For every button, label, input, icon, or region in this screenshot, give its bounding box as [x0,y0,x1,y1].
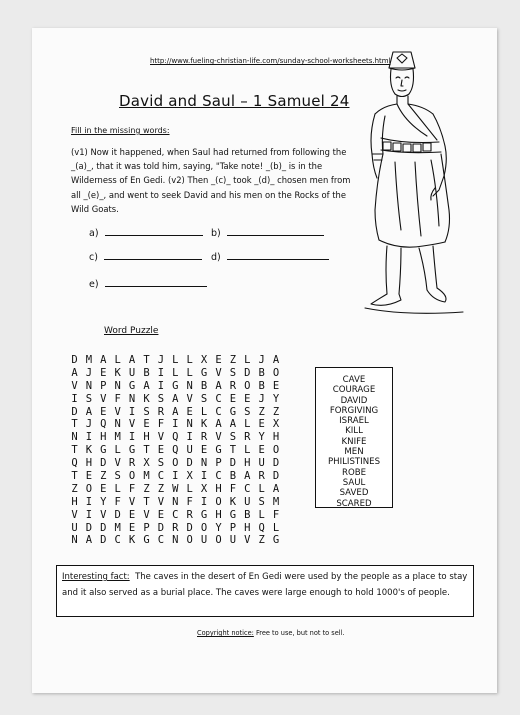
grid-letter[interactable]: I [172,418,179,431]
grid-letter[interactable]: H [100,431,107,444]
grid-letter[interactable]: E [85,470,93,483]
grid-letter[interactable]: S [258,495,265,508]
grid-letter[interactable]: A [85,534,93,547]
grid-letter[interactable]: L [114,444,121,457]
grid-letter[interactable]: T [71,444,78,457]
grid-letter[interactable]: R [186,508,193,521]
copyright-text: Free to use, but not to sell. [255,629,345,637]
grid-letter[interactable]: C [157,534,165,547]
grid-letter[interactable]: D [244,366,251,379]
grid-letter[interactable]: A [172,392,179,405]
blank-label: d) [211,252,221,263]
grid-letter[interactable]: L [186,354,193,366]
grid-letter[interactable]: K [229,495,237,508]
grid-letter[interactable]: N [186,418,193,431]
grid-letter[interactable]: H [244,521,251,534]
grid-letter[interactable]: S [229,366,237,379]
grid-letter[interactable]: U [128,366,136,379]
word-list-item: ROBE [341,467,367,478]
fact-text-block [62,570,468,601]
grid-letter[interactable]: K [128,534,136,547]
grid-letter[interactable]: G [215,444,222,457]
blank-label: b) [211,228,221,239]
grid-letter[interactable]: V [157,431,165,444]
grid-letter[interactable]: O [172,457,179,470]
grid-letter[interactable]: V [71,379,78,392]
grid-letter[interactable]: B [143,366,150,379]
grid-letter[interactable]: Z [71,482,78,495]
word-list-item: COURAGE [332,385,376,396]
grid-letter[interactable]: T [71,418,78,431]
grid-letter[interactable]: G [172,379,179,392]
grid-letter[interactable]: E [100,366,107,379]
grid-letter[interactable]: O [215,534,222,547]
grid-letter[interactable]: M [114,521,121,534]
grid-letter[interactable]: O [186,534,193,547]
grid-letter[interactable]: P [229,521,237,534]
grid-letter[interactable]: G [229,405,237,418]
grid-letter[interactable]: L [244,354,251,366]
grid-letter[interactable]: X [186,470,193,483]
soldier-illustration [345,50,475,320]
grid-letter[interactable]: V [186,392,193,405]
grid-letter[interactable]: A [172,405,179,418]
grid-letter[interactable]: B [258,366,265,379]
grid-letter[interactable]: F [128,482,136,495]
grid-letter[interactable]: F [114,495,121,508]
grid-letter[interactable]: U [258,457,265,470]
grid-letter[interactable]: S [85,392,93,405]
grid-letter[interactable]: A [215,418,222,431]
grid-letter[interactable]: N [186,379,193,392]
fact-label: Interesting fact: [62,572,130,582]
grid-letter[interactable]: L [172,354,179,366]
grid-letter[interactable]: X [272,418,280,431]
grid-letter[interactable]: I [128,405,136,418]
grid-letter[interactable]: B [258,379,265,392]
grid-letter[interactable]: N [172,534,179,547]
grid-letter[interactable]: L [244,418,251,431]
grid-letter[interactable]: I [200,470,208,483]
grid-letter[interactable]: R [157,405,165,418]
grid-letter[interactable]: T [71,470,78,483]
grid-letter[interactable]: K [85,444,93,457]
grid-letter[interactable]: N [172,495,179,508]
answer-line[interactable] [105,277,207,287]
grid-letter[interactable]: Q [100,418,107,431]
grid-letter[interactable]: A [229,418,237,431]
grid-letter[interactable]: R [258,470,265,483]
grid-letter[interactable]: D [186,457,193,470]
blank-c [89,250,202,263]
grid-letter[interactable]: D [157,521,165,534]
grid-letter[interactable]: F [229,482,237,495]
grid-letter[interactable]: A [100,354,107,366]
grid-letter[interactable]: V [128,495,136,508]
grid-letter[interactable]: D [229,457,237,470]
grid-letter[interactable]: A [244,470,251,483]
grid-letter[interactable]: H [215,482,222,495]
grid-letter[interactable]: E [128,508,136,521]
grid-letter[interactable]: E [100,482,107,495]
grid-letter[interactable]: U [71,521,78,534]
grid-letter[interactable]: S [143,405,150,418]
worksheet-title: David and Saul – 1 Samuel 24 [119,92,350,110]
grid-letter[interactable]: V [215,366,222,379]
grid-letter[interactable]: J [157,354,165,366]
grid-letter[interactable]: F [114,392,121,405]
grid-letter[interactable]: L [272,521,280,534]
grid-letter[interactable]: M [114,431,121,444]
grid-letter[interactable]: G [143,534,150,547]
grid-letter[interactable]: V [100,392,107,405]
grid-letter[interactable]: R [172,521,179,534]
fact-text: The caves in the desert of En Gedi were used by the people as a place to stay and it also served as a burial place. The caves were large enough to hold 1000's of people. [62,572,468,598]
grid-letter[interactable]: E [128,521,136,534]
grid-letter[interactable]: P [143,521,150,534]
grid-letter[interactable]: N [114,418,121,431]
grid-letter[interactable]: T [229,444,237,457]
grid-letter[interactable]: D [114,508,121,521]
grid-letter[interactable]: O [272,444,280,457]
grid-letter[interactable]: B [200,379,208,392]
blank-label: a) [89,228,99,239]
grid-letter[interactable]: I [85,508,93,521]
grid-letter[interactable]: Z [258,534,265,547]
answer-line[interactable] [105,226,203,236]
grid-letter[interactable]: V [215,431,222,444]
word-list-item: SAUL [342,477,366,488]
grid-letter[interactable]: C [114,534,121,547]
grid-letter[interactable]: H [272,431,280,444]
grid-letter[interactable]: L [186,482,193,495]
grid-letter[interactable]: M [272,495,280,508]
grid-letter[interactable]: F [157,418,165,431]
grid-letter[interactable]: I [157,366,165,379]
grid-letter[interactable]: B [229,470,237,483]
grid-letter[interactable]: N [128,392,136,405]
word-list-item: ISRAEL [339,416,369,427]
blank-label: c) [89,252,98,263]
grid-letter[interactable]: V [71,508,78,521]
grid-letter[interactable]: V [100,508,107,521]
grid-letter[interactable]: S [200,392,208,405]
grid-letter[interactable]: D [100,457,107,470]
interesting-fact-box [56,565,474,617]
grid-letter[interactable]: V [143,508,150,521]
word-list-item: SCARED [336,498,372,509]
grid-letter[interactable]: H [71,495,78,508]
grid-letter[interactable]: X [200,482,208,495]
grid-letter[interactable]: U [244,495,251,508]
grid-letter[interactable]: K [114,366,121,379]
grid-letter[interactable]: S [244,405,251,418]
grid-letter[interactable]: M [85,354,93,366]
grid-letter[interactable]: Q [172,444,179,457]
grid-letter[interactable]: N [85,379,93,392]
grid-letter[interactable]: G [272,534,280,547]
grid-letter[interactable]: O [128,470,136,483]
grid-letter[interactable]: D [272,470,280,483]
grid-letter[interactable]: L [200,405,208,418]
grid-letter[interactable]: U [186,444,193,457]
grid-letter[interactable]: G [100,444,107,457]
grid-letter[interactable]: S [157,457,165,470]
grid-letter[interactable]: E [229,392,237,405]
grid-letter[interactable]: P [215,457,222,470]
fill-in-instruction: Fill in the missing words: [71,126,170,135]
grid-letter[interactable]: Y [272,392,280,405]
grid-letter[interactable]: G [200,366,208,379]
grid-letter[interactable]: G [200,508,208,521]
grid-letter[interactable]: E [200,444,208,457]
grid-letter[interactable]: V [114,405,121,418]
grid-letter[interactable]: T [143,495,150,508]
word-list-item: SAVED [339,488,369,499]
grid-letter[interactable]: A [85,405,93,418]
grid-letter[interactable]: V [244,534,251,547]
word-list-item: KILL [345,426,363,437]
grid-letter[interactable]: E [244,392,251,405]
grid-letter[interactable]: H [143,431,150,444]
grid-letter[interactable]: J [258,354,265,366]
grid-letter[interactable]: E [143,418,150,431]
grid-letter[interactable]: C [157,470,165,483]
blank-d [211,250,329,263]
blank-label: e) [89,279,99,290]
grid-letter[interactable]: E [157,444,165,457]
grid-letter[interactable]: A [272,482,280,495]
word-list-box [315,367,393,508]
grid-letter[interactable]: M [143,470,150,483]
grid-letter[interactable]: D [100,521,107,534]
copyright-notice [197,629,345,637]
grid-letter[interactable]: D [85,521,93,534]
grid-letter[interactable]: W [172,482,179,495]
grid-letter[interactable]: I [157,379,165,392]
grid-letter[interactable]: Z [157,482,165,495]
grid-letter[interactable]: K [143,392,150,405]
grid-letter[interactable]: D [272,457,280,470]
grid-letter[interactable]: R [200,431,208,444]
grid-letter[interactable]: P [100,379,107,392]
grid-letter[interactable]: A [272,354,280,366]
grid-letter[interactable]: G [229,508,237,521]
grid-letter[interactable]: C [172,508,179,521]
grid-letter[interactable]: N [200,457,208,470]
blank-e [89,277,207,290]
grid-letter[interactable]: I [200,495,208,508]
grid-letter[interactable]: Z [100,470,107,483]
grid-letter[interactable]: S [114,470,121,483]
grid-letter[interactable]: D [186,521,193,534]
grid-letter[interactable]: I [186,431,193,444]
grid-letter[interactable]: I [85,495,93,508]
grid-letter[interactable]: F [186,495,193,508]
grid-letter[interactable]: K [200,418,208,431]
grid-letter[interactable]: L [258,508,265,521]
grid-letter[interactable]: I [71,392,78,405]
grid-letter[interactable]: Y [258,431,265,444]
grid-letter[interactable]: N [114,379,121,392]
grid-letter[interactable]: R [244,431,251,444]
grid-letter[interactable]: C [215,392,222,405]
grid-letter[interactable]: Y [100,495,107,508]
grid-letter[interactable]: L [258,482,265,495]
grid-letter[interactable]: J [85,418,93,431]
grid-letter[interactable]: L [172,366,179,379]
grid-letter[interactable]: O [85,482,93,495]
grid-letter[interactable]: E [258,418,265,431]
grid-letter[interactable]: S [229,431,237,444]
grid-letter[interactable]: E [157,508,165,521]
grid-letter[interactable]: I [128,431,136,444]
grid-letter[interactable]: S [157,392,165,405]
grid-letter[interactable]: Q [258,521,265,534]
grid-letter[interactable]: A [215,379,222,392]
grid-letter[interactable]: B [244,508,251,521]
grid-letter[interactable]: C [244,482,251,495]
word-list-item: MEN [344,447,364,458]
grid-letter[interactable]: O [272,366,280,379]
grid-letter[interactable]: E [186,405,193,418]
grid-letter[interactable]: Q [71,457,78,470]
grid-letter[interactable]: L [244,444,251,457]
grid-letter[interactable]: J [258,392,265,405]
answer-line[interactable] [227,250,329,260]
grid-letter[interactable]: D [71,354,78,366]
grid-letter[interactable]: T [143,354,150,366]
grid-letter[interactable]: O [244,379,251,392]
grid-letter[interactable]: J [85,366,93,379]
grid-letter[interactable]: E [100,405,107,418]
scripture-passage: (v1) Now it happened, when Saul had returned from following the _(a)_, that it was told him, saying, "Take note! _(b)_ is in the Wilderness of En Gedi. (v2) Then _(c)_ took _(d)_ chosen men from all _(e)_, and went to seek David and his men on the Rocks of the Wild Goats. [71,147,351,214]
word-list-item: PHILISTINES [327,457,381,468]
grid-letter[interactable]: X [143,457,150,470]
grid-letter[interactable]: Z [229,354,237,366]
word-puzzle-title: Word Puzzle [104,326,159,336]
grid-letter[interactable]: G [128,444,136,457]
grid-letter[interactable]: F [272,508,280,521]
grid-letter[interactable]: A [128,354,136,366]
copyright-label: Copyright notice: [197,629,254,637]
grid-letter[interactable]: H [244,457,251,470]
grid-letter[interactable]: E [272,379,280,392]
grid-letter[interactable]: H [85,457,93,470]
grid-letter[interactable]: V [114,457,121,470]
grid-letter[interactable]: C [215,405,222,418]
grid-letter[interactable]: L [114,482,121,495]
grid-letter[interactable]: I [172,470,179,483]
grid-letter[interactable]: L [114,354,121,366]
grid-letter[interactable]: C [215,470,222,483]
grid-letter[interactable]: Z [272,405,280,418]
grid-letter[interactable]: D [71,405,78,418]
grid-letter[interactable]: T [143,444,150,457]
grid-letter[interactable]: Z [258,405,265,418]
word-list-item: CAVE [342,375,366,385]
grid-letter[interactable]: V [128,418,136,431]
grid-letter[interactable]: U [229,534,237,547]
answer-line[interactable] [104,250,202,260]
grid-letter[interactable]: E [258,444,265,457]
grid-letter[interactable]: V [157,495,165,508]
grid-letter[interactable]: R [128,457,136,470]
grid-letter[interactable]: O [200,521,208,534]
blank-b [211,226,324,239]
word-list-item: FORGIVING [329,405,379,416]
grid-letter[interactable]: N [71,534,78,547]
grid-letter[interactable]: Y [215,521,222,534]
grid-letter[interactable]: R [229,379,237,392]
answer-line[interactable] [227,226,324,236]
blank-a [89,226,203,239]
grid-letter[interactable]: A [71,366,78,379]
grid-letter[interactable]: X [200,354,208,366]
grid-letter[interactable]: N [71,431,78,444]
grid-letter[interactable]: O [215,495,222,508]
grid-letter[interactable]: H [215,508,222,521]
grid-letter[interactable]: L [186,366,193,379]
grid-letter[interactable]: Q [172,431,179,444]
word-list-item: KNIFE [341,436,367,447]
grid-letter[interactable]: A [143,379,150,392]
grid-letter[interactable]: E [215,354,222,366]
source-url[interactable]: http://www.fueling-christian-life.com/sunday-school-worksheets.html [150,57,391,65]
grid-letter[interactable]: U [200,534,208,547]
word-list-item: DAVID [340,395,368,406]
grid-letter[interactable]: I [85,431,93,444]
grid-letter[interactable]: G [128,379,136,392]
grid-letter[interactable]: Z [143,482,150,495]
grid-letter[interactable]: D [100,534,107,547]
